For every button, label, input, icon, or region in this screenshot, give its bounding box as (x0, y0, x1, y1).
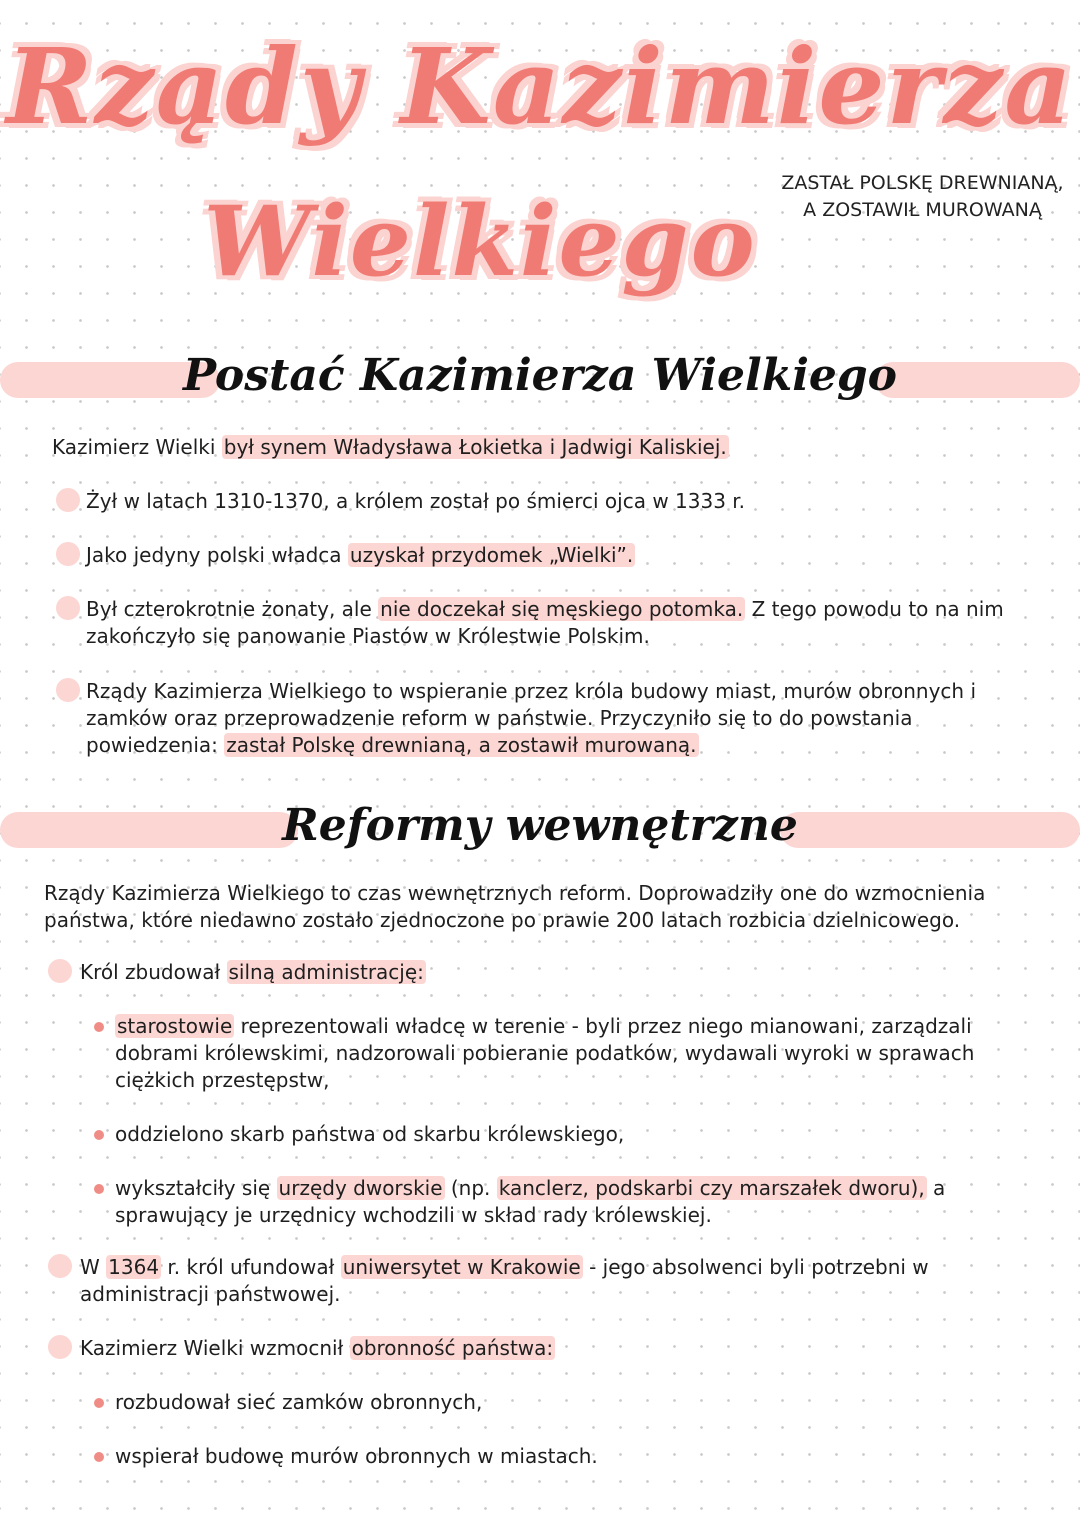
bullet4-highlight: zastał Polskę drewnianą, a zostawił murowaną. (226, 733, 697, 757)
section2-title: Reformy wewnętrzne (282, 800, 798, 851)
bullet-icon (56, 678, 80, 702)
section2-defense (80, 1335, 555, 1362)
defense-sub1: rozbudował sieć zamków obronnych, (115, 1390, 483, 1414)
bullet-icon (48, 1335, 72, 1359)
sub-bullet-icon (94, 1452, 104, 1462)
sub-bullet-icon (94, 1184, 104, 1194)
admin-sub1-line3: ciężkich przestępstw, (115, 1068, 330, 1092)
section1-intro (52, 434, 729, 461)
page-title-line1: Rządy Kazimierza (6, 25, 1074, 148)
section1-bullet1: Żył w latach 1310-1370, a królem został po śmierci ojca w 1333 r. (86, 489, 746, 513)
section2-intro-line1: Rządy Kazimierza Wielkiego to czas wewnętrznych reform. Doprowadziły one do wzmocnienia (44, 881, 986, 905)
defense-sub2: wspierał budowę murów obronnych w miastach. (115, 1444, 598, 1468)
sub3-highlight2: kanclerz, podskarbi czy marszałek dworu), (498, 1176, 925, 1200)
bullet3-text-rest: Z tego powodu to na nim (745, 597, 1004, 621)
sub3-highlight1: urzędy dworskie (278, 1176, 443, 1200)
sub3-text-rest: a (926, 1176, 946, 1200)
section1-bullet2 (86, 542, 635, 569)
sub3-text-mid: (np. (444, 1176, 497, 1200)
bullet-icon (48, 959, 72, 983)
bullet-icon (56, 488, 80, 512)
bullet-icon (56, 542, 80, 566)
sub-bullet-icon (94, 1130, 104, 1140)
admin-sub3-line1 (115, 1175, 945, 1202)
bullet3-highlight: nie doczekał się męskiego potomka. (380, 597, 744, 621)
defense-text: Kazimierz Wielki wzmocnił (80, 1336, 350, 1360)
bullet-icon (48, 1254, 72, 1278)
defense-highlight: obronność państwa: (351, 1336, 554, 1360)
sub-bullet-icon (94, 1398, 104, 1408)
bullet2-text: Jako jedyny polski władca (86, 543, 348, 567)
section1-intro-highlight: był synem Władysława Łokietka i Jadwigi Kaliskiej. (223, 435, 727, 459)
admin-sub3-line2: sprawujący je urzędnicy wchodzili w skład rady królewskiej. (115, 1203, 712, 1227)
section1-title: Postać Kazimierza Wielkiego (182, 350, 898, 401)
uni-text3: - jego absolwenci byli potrzebni w (582, 1255, 929, 1279)
admin-sub1-line1 (115, 1013, 972, 1040)
section2-intro-line2: państwa, które niedawno zostało zjednoczone po prawie 200 latach rozbicia dzielnicowego. (44, 908, 961, 932)
section2-university-line1 (80, 1254, 929, 1281)
section2-admin (80, 959, 426, 986)
sub1-text: reprezentowali władcę w terenie - byli przez niego mianowani, zarządzali (234, 1014, 972, 1038)
admin-sub2: oddzielono skarb państwa od skarbu królewskiego, (115, 1122, 625, 1146)
bullet-icon (56, 596, 80, 620)
sub-bullet-icon (94, 1022, 104, 1032)
section1-bullet4-line3 (86, 732, 699, 759)
section2-university-line2: administracji państwowej. (80, 1282, 341, 1306)
section1-bullet3-line1 (86, 596, 1004, 623)
bullet2-highlight: uzyskał przydomek „Wielki”. (349, 543, 634, 567)
section1-intro-text: Kazimierz Wielki (52, 435, 222, 459)
section1-bullet3-line2: zakończyło się panowanie Piastów w Królestwie Polskim. (86, 624, 650, 648)
section1-bullet4-line1: Rządy Kazimierza Wielkiego to wspieranie przez króla budowy miast, murów obronnych i (86, 679, 977, 703)
uni-highlight: uniwersytet w Krakowie (342, 1255, 581, 1279)
uni-text2: r. król ufundował (161, 1255, 341, 1279)
bullet3-text: Był czterokrotnie żonaty, ale (86, 597, 379, 621)
sub3-text: wykształciły się (115, 1176, 277, 1200)
admin-highlight: silną administrację: (228, 960, 424, 984)
uni-text1: W (80, 1255, 107, 1279)
admin-sub1-line2: dobrami królewskimi, nadzorowali pobieranie podatków, wydawali wyroki w sprawach (115, 1041, 975, 1065)
sub1-highlight: starostowie (117, 1014, 233, 1038)
admin-text: Król zbudował (80, 960, 227, 984)
bullet4-text: powiedzenia: (86, 733, 225, 757)
quote-text: ZASTAŁ POLSKĘ DREWNIANĄ, A ZOSTAWIŁ MUROWANĄ (781, 172, 1064, 221)
uni-year-highlight: 1364 (108, 1255, 160, 1279)
page-title-line2: Wielkiego (203, 185, 757, 298)
section1-bullet4-line2: zamków oraz przeprowadzenie reform w państwie. Przyczyniło się to do powstania (86, 706, 913, 730)
